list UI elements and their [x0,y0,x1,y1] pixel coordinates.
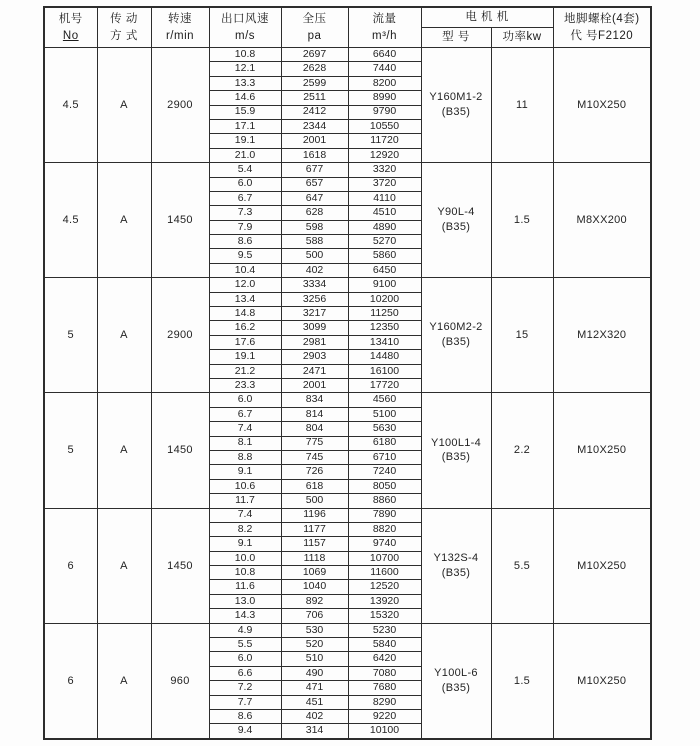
perf-row [44,278,651,292]
pressure-cell: 530 [281,623,348,637]
flow-cell: 10700 [348,551,421,565]
outlet-velocity-cell: 13.3 [209,76,281,90]
outlet-velocity-cell: 21.2 [209,364,281,378]
outlet-velocity-cell: 9.1 [209,465,281,479]
flow-cell: 13410 [348,335,421,349]
motor-power-cell: 1.5 [491,163,553,278]
outlet-velocity-cell: 8.6 [209,709,281,723]
flow-cell: 6420 [348,652,421,666]
flow-cell: 3320 [348,163,421,177]
outlet-velocity-cell: 8.6 [209,235,281,249]
pressure-cell: 2628 [281,62,348,76]
flow-cell: 17720 [348,378,421,392]
motor-model-text: Y100L1-4 [430,436,482,449]
outlet-velocity-cell: 14.3 [209,609,281,623]
motor-power-cell: 2.2 [491,393,553,508]
outlet-velocity-cell: 9.5 [209,249,281,263]
drive-type-cell: A [97,393,151,508]
motor-frame-text: (B35) [441,221,471,234]
motor-model-text: Y132S-4 [433,551,479,564]
outlet-velocity-cell: 6.6 [209,666,281,680]
motor-model-text: Y100L-6 [434,666,478,679]
header-flow [348,7,421,48]
pressure-cell: 402 [281,709,348,723]
outlet-velocity-cell: 9.4 [209,724,281,739]
pressure-cell: 2471 [281,364,348,378]
perf-row [44,393,651,407]
pressure-cell: 2412 [281,105,348,119]
header-machine-no [44,7,97,48]
outlet-velocity-cell: 10.4 [209,263,281,277]
header-machine-no-label: 机号 [58,12,83,25]
outlet-velocity-cell: 6.0 [209,393,281,407]
header-speed-label: 转速 [168,12,192,25]
drive-type-cell: A [97,278,151,393]
pressure-cell: 814 [281,407,348,421]
pressure-cell: 451 [281,695,348,709]
header-speed [151,7,209,48]
motor-frame-text: (B35) [441,336,471,349]
outlet-velocity-cell: 7.7 [209,695,281,709]
flow-cell: 8990 [348,91,421,105]
perf-row [44,623,651,637]
perf-row [44,163,651,177]
pressure-cell: 2697 [281,48,348,62]
machine-no-cell: 5 [44,278,97,393]
flow-cell: 9220 [348,709,421,723]
drive-type-cell: A [97,163,151,278]
pressure-cell: 598 [281,220,348,234]
speed-cell: 1450 [151,508,209,623]
motor-power-cell: 11 [491,48,553,163]
outlet-velocity-cell: 17.6 [209,335,281,349]
outlet-velocity-cell: 12.0 [209,278,281,292]
outlet-velocity-cell: 14.8 [209,307,281,321]
outlet-velocity-cell: 6.0 [209,652,281,666]
pressure-cell: 892 [281,594,348,608]
outlet-velocity-cell: 5.5 [209,638,281,652]
flow-cell: 5840 [348,638,421,652]
flow-cell: 8050 [348,479,421,493]
pressure-cell: 657 [281,177,348,191]
flow-cell: 6450 [348,263,421,277]
flow-cell: 3720 [348,177,421,191]
pressure-cell: 618 [281,479,348,493]
outlet-velocity-cell: 10.6 [209,479,281,493]
header-flow-label: 流量 [372,12,397,25]
header-pressure-label: 全压 [302,12,327,25]
outlet-velocity-cell: 13.0 [209,594,281,608]
pressure-cell: 2981 [281,335,348,349]
pressure-cell: 775 [281,436,348,450]
outlet-velocity-cell: 6.7 [209,191,281,205]
pressure-cell: 2511 [281,91,348,105]
pressure-cell: 2903 [281,350,348,364]
pressure-cell: 726 [281,465,348,479]
header-flow-unit: m³/h [372,29,397,42]
pressure-cell: 471 [281,681,348,695]
flow-cell: 12920 [348,148,421,162]
flow-cell: 7440 [348,62,421,76]
flow-cell: 6710 [348,450,421,464]
anchor-bolt-cell: M8XX200 [553,163,651,278]
perf-row [44,48,651,62]
flow-cell: 7890 [348,508,421,522]
flow-cell: 13920 [348,594,421,608]
pressure-cell: 2001 [281,134,348,148]
machine-no-cell: 6 [44,623,97,739]
outlet-velocity-cell: 4.9 [209,623,281,637]
motor-power-cell: 1.5 [491,623,553,739]
outlet-velocity-cell: 13.4 [209,292,281,306]
motor-model-text: Y90L-4 [437,206,475,219]
flow-cell: 12520 [348,580,421,594]
pressure-cell: 3256 [281,292,348,306]
header-row-1 [44,7,651,28]
machine-no-cell: 4.5 [44,48,97,163]
flow-cell: 8290 [348,695,421,709]
motor-model-cell [421,48,491,163]
motor-model-cell [421,623,491,739]
pressure-cell: 1069 [281,566,348,580]
speed-cell: 1450 [151,163,209,278]
flow-cell: 9740 [348,537,421,551]
flow-cell: 10200 [348,292,421,306]
motor-frame-text: (B35) [441,106,471,119]
spec-table-body [44,48,651,739]
machine-no-cell: 6 [44,508,97,623]
drive-type-cell: A [97,623,151,739]
flow-cell: 6640 [348,48,421,62]
motor-model-cell [421,393,491,508]
outlet-velocity-cell: 9.1 [209,537,281,551]
flow-cell: 4560 [348,393,421,407]
pressure-cell: 647 [281,191,348,205]
pressure-cell: 520 [281,638,348,652]
flow-cell: 8860 [348,494,421,508]
pressure-cell: 3099 [281,321,348,335]
flow-cell: 7080 [348,666,421,680]
motor-model-cell [421,508,491,623]
flow-cell: 5230 [348,623,421,637]
outlet-velocity-cell: 11.7 [209,494,281,508]
spec-table-header [44,7,651,48]
header-pressure [281,7,348,48]
pressure-cell: 745 [281,450,348,464]
pressure-cell: 500 [281,494,348,508]
outlet-velocity-cell: 5.4 [209,163,281,177]
header-outlet-velocity-label: 出口风速 [221,12,269,25]
flow-cell: 4510 [348,206,421,220]
pressure-cell: 588 [281,235,348,249]
header-drive-type-label-2: 方 式 [110,29,138,42]
flow-cell: 12350 [348,321,421,335]
pressure-cell: 3334 [281,278,348,292]
flow-cell: 7240 [348,465,421,479]
pressure-cell: 500 [281,249,348,263]
flow-cell: 14480 [348,350,421,364]
pressure-cell: 402 [281,263,348,277]
flow-cell: 8820 [348,522,421,536]
drive-type-cell: A [97,48,151,163]
flow-cell: 16100 [348,364,421,378]
header-drive-type-label-1: 传 动 [110,12,138,25]
flow-cell: 7680 [348,681,421,695]
speed-cell: 960 [151,623,209,739]
header-pressure-unit: pa [307,29,322,42]
motor-power-cell: 5.5 [491,508,553,623]
header-motor-group: 电 机 机 [421,7,553,28]
header-machine-no-unit: No [62,29,79,42]
motor-frame-text: (B35) [441,451,471,464]
pressure-cell: 2344 [281,119,348,133]
outlet-velocity-cell: 10.8 [209,48,281,62]
pressure-cell: 1618 [281,148,348,162]
motor-model-text: Y160M1-2 [429,91,483,104]
outlet-velocity-cell: 7.9 [209,220,281,234]
outlet-velocity-cell: 6.0 [209,177,281,191]
outlet-velocity-cell: 7.4 [209,508,281,522]
flow-cell: 5270 [348,235,421,249]
pressure-cell: 1118 [281,551,348,565]
header-anchor-bolt-code: 代 号F2120 [570,29,634,42]
outlet-velocity-cell: 11.6 [209,580,281,594]
pressure-cell: 490 [281,666,348,680]
pressure-cell: 804 [281,422,348,436]
machine-no-cell: 4.5 [44,163,97,278]
pressure-cell: 314 [281,724,348,739]
flow-cell: 4890 [348,220,421,234]
outlet-velocity-cell: 19.1 [209,350,281,364]
outlet-velocity-cell: 15.9 [209,105,281,119]
anchor-bolt-cell: M10X250 [553,623,651,739]
header-anchor-bolt [553,7,651,48]
pressure-cell: 1040 [281,580,348,594]
motor-frame-text: (B35) [441,566,471,579]
anchor-bolt-cell: M10X250 [553,48,651,163]
outlet-velocity-cell: 10.0 [209,551,281,565]
pressure-cell: 2599 [281,76,348,90]
pressure-cell: 834 [281,393,348,407]
flow-cell: 9100 [348,278,421,292]
flow-cell: 11250 [348,307,421,321]
outlet-velocity-cell: 19.1 [209,134,281,148]
flow-cell: 10550 [348,119,421,133]
outlet-velocity-cell: 14.6 [209,91,281,105]
speed-cell: 2900 [151,48,209,163]
flow-cell: 15320 [348,609,421,623]
pressure-cell: 2001 [281,378,348,392]
outlet-velocity-cell: 7.2 [209,681,281,695]
outlet-velocity-cell: 8.8 [209,450,281,464]
outlet-velocity-cell: 12.1 [209,62,281,76]
outlet-velocity-cell: 7.3 [209,206,281,220]
header-outlet-velocity [209,7,281,48]
header-motor-power: 功率kw [491,28,553,48]
outlet-velocity-cell: 23.3 [209,378,281,392]
outlet-velocity-cell: 7.4 [209,422,281,436]
pressure-cell: 706 [281,609,348,623]
speed-cell: 1450 [151,393,209,508]
outlet-velocity-cell: 8.1 [209,436,281,450]
motor-model-cell [421,278,491,393]
perf-row [44,508,651,522]
outlet-velocity-cell: 8.2 [209,522,281,536]
outlet-velocity-cell: 21.0 [209,148,281,162]
anchor-bolt-cell: M10X250 [553,508,651,623]
pressure-cell: 677 [281,163,348,177]
flow-cell: 11720 [348,134,421,148]
speed-cell: 2900 [151,278,209,393]
outlet-velocity-cell: 16.2 [209,321,281,335]
fan-spec-table [43,6,652,740]
pressure-cell: 1196 [281,508,348,522]
pressure-cell: 628 [281,206,348,220]
pressure-cell: 3217 [281,307,348,321]
flow-cell: 4110 [348,191,421,205]
motor-model-text: Y160M2-2 [429,321,483,334]
motor-model-cell [421,163,491,278]
header-drive-type [97,7,151,48]
flow-cell: 5630 [348,422,421,436]
flow-cell: 5100 [348,407,421,421]
machine-no-cell: 5 [44,393,97,508]
pressure-cell: 1157 [281,537,348,551]
flow-cell: 5860 [348,249,421,263]
motor-power-cell: 15 [491,278,553,393]
header-motor-model: 型 号 [421,28,491,48]
pressure-cell: 510 [281,652,348,666]
header-speed-unit: r/min [165,29,195,42]
flow-cell: 9790 [348,105,421,119]
flow-cell: 10100 [348,724,421,739]
outlet-velocity-cell: 6.7 [209,407,281,421]
motor-frame-text: (B35) [441,681,471,694]
outlet-velocity-cell: 17.1 [209,119,281,133]
flow-cell: 8200 [348,76,421,90]
drive-type-cell: A [97,508,151,623]
flow-cell: 6180 [348,436,421,450]
flow-cell: 11600 [348,566,421,580]
header-anchor-bolt-label: 地脚螺栓(4套) [563,12,640,25]
anchor-bolt-cell: M10X250 [553,393,651,508]
outlet-velocity-cell: 10.8 [209,566,281,580]
pressure-cell: 1177 [281,522,348,536]
anchor-bolt-cell: M12X320 [553,278,651,393]
header-outlet-velocity-unit: m/s [234,29,256,42]
